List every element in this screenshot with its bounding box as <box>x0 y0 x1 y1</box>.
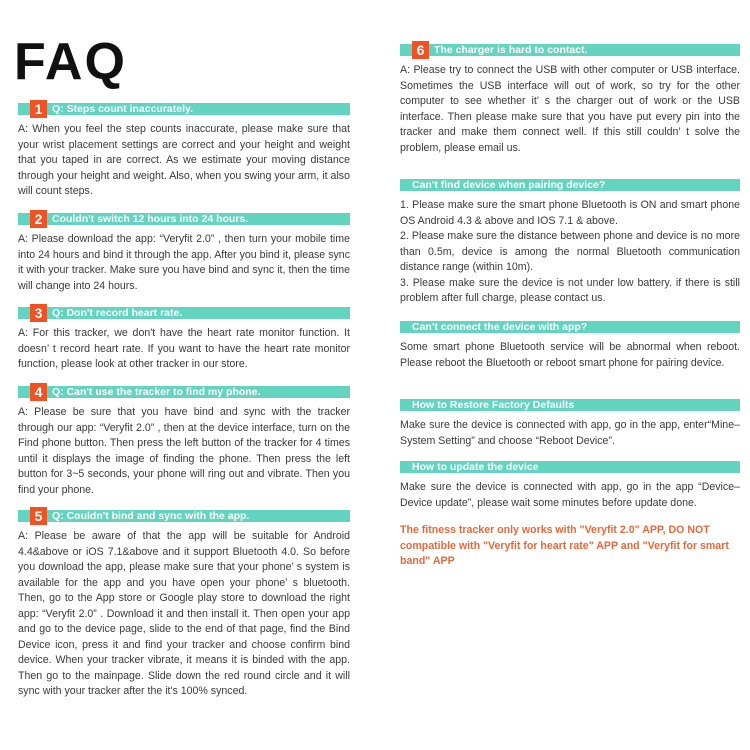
faq-item-4 <box>18 383 350 498</box>
faq-item-5 <box>18 507 350 700</box>
answer-text: A: For this tracker, we don't have the heart rate monitor function. It doesn’ t record heart rate. If you want to have the heart rate monitor function, please look at other tracker in our store. <box>18 327 350 370</box>
faq-heading-restore <box>400 396 740 414</box>
faq-heading-connect <box>400 318 740 336</box>
faq-connect <box>400 318 740 371</box>
number-badge: 1 <box>30 100 47 118</box>
faq-heading-update <box>400 458 740 476</box>
number-badge: 2 <box>30 210 47 228</box>
answer-paragraph: 3. Please make sure the device is not under low battery. if there is still problem after full charge, please contact us. <box>400 276 740 304</box>
answer-text: A: Please try to connect the USB with other computer or USB interface. Sometimes the USB interface will out of work, so try for the other computer to see whether it’ s the charger out of work or the USB interface. Then please make sure that you have put every pin into the tracker and make them connect well. If this still couldn’ t solve the problem, please email us. <box>400 64 740 154</box>
faq-item-3 <box>18 304 350 373</box>
answer-text: A: Please be aware of that the app will be suitable for Android 4.4&above or iOS 7.1&above and it support Bluetooth 4.0. So before you download the app, please make sure that your phone’ s system is available for the app and you have open your phone’ s bluetooth. Then, go to the App store or Google play store to download the right app: “Veryfit 2.0” . Download it and then install it. Then open your app and go to the device page, slide to the end of that page, find the Bind Device icon, press it and find your tracker and choose confirm bind device. When your tracker vibrate, it means it is binded with the app. Then go to the mainpage. Slide down the red round circle and it will sync with your tracker after the it's 100% synced. <box>18 530 350 697</box>
faq-update <box>400 458 740 511</box>
faq-heading-6 <box>400 41 740 59</box>
faq-item-1 <box>18 100 350 200</box>
faq-heading-5 <box>18 507 350 525</box>
answer-paragraph: 2. Please make sure the distance between phone and device is no more than 0.5m, device is among the normal Bluetooth communication distance range (within 10m). <box>400 230 740 273</box>
page-title: FAQ <box>14 33 127 91</box>
answer-text: A: Please be sure that you have bind and sync with the tracker through our app: “Veryfit 2.0” , then at the device interface, turn on the Find phone button. Then press the left button of the tracker for 4 times until it displays the image of finding the phone. Then press the left button for 3~5 seconds, your phone will ring out and vibrate. Then you find your phone. <box>18 406 350 496</box>
question-text: Q: Couldn't bind and sync with the app. <box>52 510 250 522</box>
question-text: How to Restore Factory Defaults <box>412 399 575 411</box>
number-badge: 3 <box>30 304 47 322</box>
number-badge: 6 <box>412 41 429 59</box>
question-text: Q: Can't use the tracker to find my phone. <box>52 386 261 398</box>
faq-heading-2 <box>18 210 350 228</box>
faq-restore <box>400 396 740 449</box>
faq-item-6 <box>400 41 740 156</box>
answer-text: Make sure the device is connected with app, go in the app “Device–Device update”, please wait some minutes before update done. <box>400 481 740 509</box>
faq-heading-pairing <box>400 176 740 194</box>
question-text: Q: Don't record heart rate. <box>52 307 183 319</box>
faq-pairing <box>400 176 740 307</box>
question-text: Couldn't switch 12 hours into 24 hours. <box>52 213 249 225</box>
answer-text: A: When you feel the step counts inaccurate, please make sure that your wrist placement settings are correct and your height and weight that you taped in are correct. As we estimate your moving distance through your height and weight. Also, when you swing your arm, it also will count steps. <box>18 123 350 197</box>
answer-paragraph: 1. Please make sure the smart phone Bluetooth is ON and smart phone OS Android 4.3 & above and IOS 7.1 & above. <box>400 199 740 227</box>
faq-heading-1 <box>18 100 350 118</box>
faq-item-2 <box>18 210 350 294</box>
answer-text: A: Please download the app: “Veryfit 2.0” , then turn your mobile time into 24 hours and bind it through the app. After you bind it, please sync it with your tracker. Make sure you have bind and sync it, then the time will change into 24 hours. <box>18 233 350 292</box>
question-text: Can't find device when pairing device? <box>412 179 606 191</box>
number-badge: 4 <box>30 383 47 401</box>
answer-text: Some smart phone Bluetooth service will be abnormal when reboot. Please reboot the Bluetooth or reboot smart phone for pairing device. <box>400 341 740 369</box>
question-text: Can't connect the device with app? <box>412 321 588 333</box>
number-badge: 5 <box>30 507 47 525</box>
answer-text: Make sure the device is connected with app, go in the app, enter“Mine–System Setting” and choose “Reboot Device”. <box>400 419 740 447</box>
question-text: How to update the device <box>412 461 539 473</box>
question-text: Q: Steps count inaccurately. <box>52 103 194 115</box>
faq-heading-4 <box>18 383 350 401</box>
faq-heading-3 <box>18 304 350 322</box>
question-text: The charger is hard to contact. <box>434 44 588 56</box>
compatibility-note: The fitness tracker only works with "Veryfit 2.0" APP, DO NOT compatible with "Veryfit for heart rate" APP and "Veryfit for smart band" APP <box>400 524 729 567</box>
